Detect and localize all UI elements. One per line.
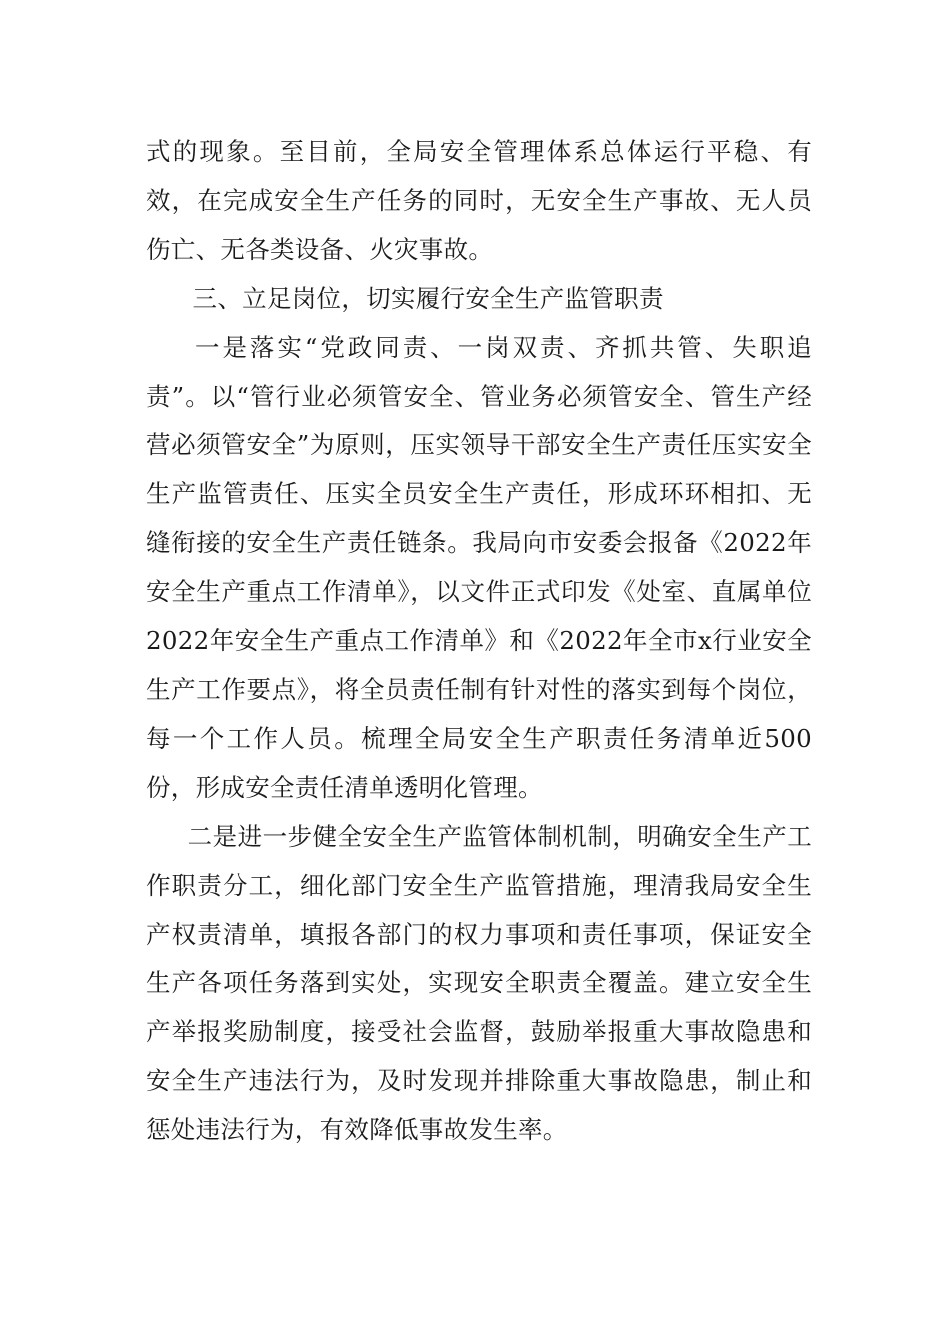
document-body [146,128,812,1155]
paragraph-responsibility: 一是落实“党政同责、一岗双责、齐抓共管、失职追责”。以“管行业必须管安全、管业务必须管安全、管生产经营必须管安全”为原则，压实领导干部安全生产责任压实安全生产监管责任、压实全员安全生产责任，形成环环相扣、无缝衔接的安全生产责任链条。我局向市安委会报备《2022年安全生产重点工作清单》，以文件正式印发《处室、直属单位2022年安全生产重点工作清单》和《2022年全市x行业安全生产工作要点》，将全员责任制有针对性的落实到每个岗位，每一个工作人员。梳理全局安全生产职责任务清单近500份，形成安全责任清单透明化管理。 [146,332,812,802]
paragraph-mechanism: 二是进一步健全安全生产监管体制机制，明确安全生产工作职责分工，细化部门安全生产监管措施，理清我局安全生产权责清单，填报各部门的权力事项和责任事项，保证安全生产各项任务落到实处，实现安全职责全覆盖。建立安全生产举报奖励制度，接受社会监督，鼓励举报重大事故隐患和安全生产违法行为，及时发现并排除重大事故隐患，制止和惩处违法行为，有效降低事故发生率。 [146,821,812,1145]
section-heading: 三、立足岗位，切实履行安全生产监管职责 [192,283,664,313]
paragraph-summary: 式的现象。至目前，全局安全管理体系总体运行平稳、有效，在完成安全生产任务的同时，无安全生产事故、无人员伤亡、无各类设备、火灾事故。 [146,137,812,264]
